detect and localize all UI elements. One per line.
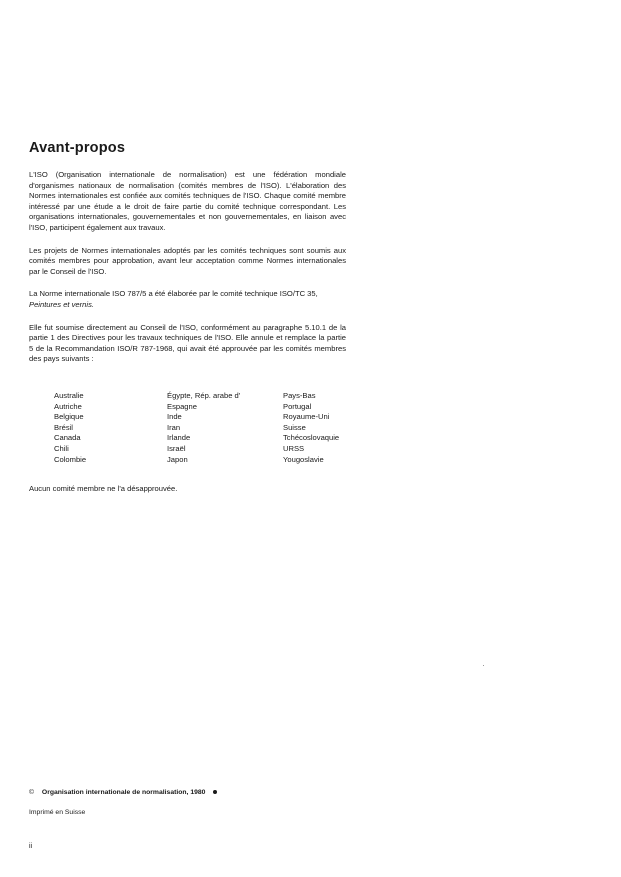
- country-item: Colombie: [54, 454, 87, 464]
- country-item: Japon: [167, 454, 188, 464]
- copyright-text: Organisation internationale de normalisation, 1980: [41, 789, 206, 796]
- country-item: Portugal: [283, 401, 312, 411]
- copyright-line: [29, 789, 217, 796]
- country-item: Australie: [54, 391, 84, 400]
- paragraph-approval: Elle fut soumise directement au Conseil de l'ISO, conformément au paragraphe 5.10.1 de la partie 1 des Directives pour les travaux techniques de l'ISO. Elle annule et remplace la partie 5 de la Recommandation ISO/R 787-1968, qui avait été approuvée par les comités membres des pays suivants :: [29, 322, 346, 364]
- country-item: Suisse: [283, 422, 306, 432]
- country-item: Égypte, Rép. arabe d': [167, 391, 241, 400]
- page-title: Avant-propos: [29, 140, 126, 156]
- committee-title: Peintures et vernis.: [29, 299, 94, 309]
- country-column-2: [167, 391, 283, 465]
- scan-speck: [483, 665, 484, 666]
- country-item: Royaume-Uni: [283, 412, 330, 422]
- bullet-icon: [213, 790, 217, 794]
- country-item: Inde: [167, 412, 182, 422]
- country-item: Israël: [167, 443, 186, 453]
- paragraph-standard-origin: [29, 289, 346, 310]
- country-item: Brésil: [54, 422, 73, 432]
- country-item: Pays-Bas: [283, 391, 316, 400]
- country-item: Yougoslavie: [283, 454, 324, 464]
- closing-statement: Aucun comité membre ne l'a désapprouvée.: [29, 484, 178, 493]
- country-item: Autriche: [54, 401, 82, 411]
- country-item: Tchécoslovaquie: [283, 433, 340, 443]
- country-item: Canada: [54, 433, 81, 443]
- country-list: [54, 391, 383, 465]
- country-item: Iran: [167, 422, 181, 432]
- country-column-3: [283, 391, 383, 465]
- standard-origin-text: La Norme internationale ISO 787/5 a été élaborée par le comité technique ISO/TC 35,: [29, 289, 318, 299]
- country-item: Belgique: [54, 412, 84, 422]
- foreword-body: [29, 170, 346, 365]
- paragraph-iso-description: L'ISO (Organisation internationale de normalisation) est une fédération mondiale d'organismes nationaux de normalisation (comités membres de l'ISO). L'élaboration des Normes internationales est confiée aux comités techniques de l'ISO. Chaque comité membre intéressé par une étude a le droit de faire partie du comité technique correspondant. Les organisations internationales, gouvernementales et non gouvernementales, en liaison avec l'ISO, participent également aux travaux.: [29, 170, 346, 232]
- country-column-1: [54, 391, 167, 465]
- copyright-icon: ©: [29, 789, 35, 796]
- printed-in: Imprimé en Suisse: [29, 809, 86, 816]
- country-item: Espagne: [167, 401, 197, 411]
- paragraph-draft-standards: Les projets de Normes internationales adoptés par les comités techniques sont soumis aux comités membres pour approbation, avant leur acceptation comme Normes internationales par le Conseil de l'ISO.: [29, 245, 346, 276]
- page-number: ii: [29, 843, 33, 850]
- country-item: Irlande: [167, 433, 191, 443]
- country-item: Chili: [54, 443, 69, 453]
- country-item: URSS: [283, 443, 305, 453]
